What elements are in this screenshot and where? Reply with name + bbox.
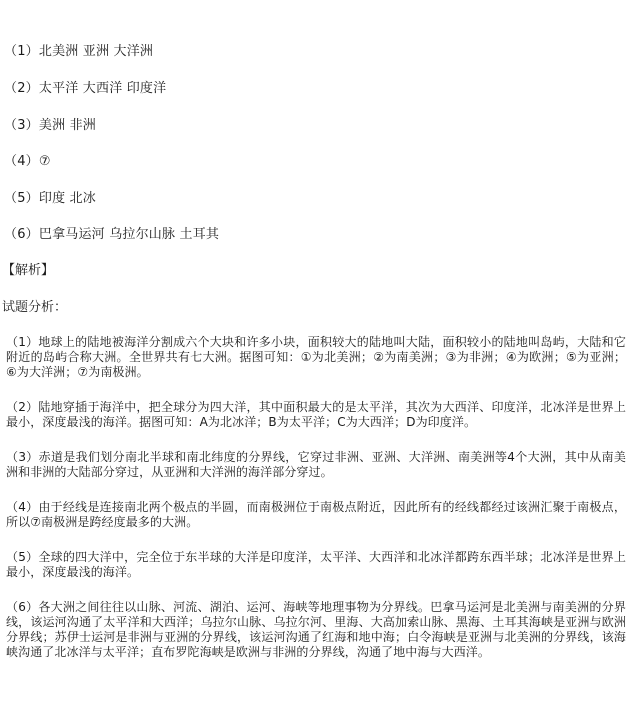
answer-5: （5）印度 北冰 <box>4 191 97 206</box>
analysis-intro: 试题分析： <box>2 300 68 315</box>
answer-3: （3）美洲 非洲 <box>4 118 97 133</box>
analysis-label: 【解析】 <box>2 263 55 278</box>
analysis-paragraph-1: （1）地球上的陆地被海洋分割成六个大块和许多小块，面积较大的陆地叫大陆，面积较小的陆地叫岛屿，大陆和它附近的岛屿合称大洲。全世界共有七大洲。据图可知：①为北美洲；②为南美洲；③为非洲；④为欧洲；⑤为亚洲；⑥为大洋洲；⑦为南极洲。 <box>6 335 626 379</box>
answer-1: （1）北美洲 亚洲 大洋洲 <box>4 44 154 59</box>
analysis-paragraph-2: （2）陆地穿插于海洋中，把全球分为四大洋，其中面积最大的是太平洋，其次为大西洋、印度洋，北冰洋是世界上最小，深度最浅的海洋。据图可知：A为北冰洋；B为太平洋；C为大西洋；D为印度洋。 <box>6 400 626 429</box>
analysis-paragraph-5: （5）全球的四大洋中，完全位于东半球的大洋是印度洋，太平洋、大西洋和北冰洋都跨东西半球；北冰洋是世界上最小，深度最浅的海洋。 <box>6 550 626 579</box>
answer-6: （6）巴拿马运河 乌拉尔山脉 土耳其 <box>4 227 220 242</box>
answer-4: （4）⑦ <box>4 154 51 169</box>
analysis-paragraph-4: （4）由于经线是连接南北两个极点的半圆，而南极洲位于南极点附近，因此所有的经线都经过该洲汇聚于南极点，所以⑦南极洲是跨经度最多的大洲。 <box>6 500 626 529</box>
analysis-paragraph-6: （6）各大洲之间往往以山脉、河流、湖泊、运河、海峡等地理事物为分界线。巴拿马运河是北美洲与南美洲的分界线，该运河沟通了太平洋和大西洋；乌拉尔山脉、乌拉尔河、里海、大高加索山脉、黑海、土耳其海峡是亚洲与欧洲分界线；苏伊士运河是非洲与亚洲的分界线，该运河沟通了红海和地中海；白令海峡是亚洲与北美洲的分界线，该海峡沟通了北冰洋与太平洋；直布罗陀海峡是欧洲与非洲的分界线，沟通了地中海与大西洋。 <box>6 600 626 659</box>
answer-2: （2）太平洋 大西洋 印度洋 <box>4 81 167 96</box>
analysis-paragraph-3: （3）赤道是我们划分南北半球和南北纬度的分界线，它穿过非洲、亚洲、大洋洲、南美洲等4个大洲，其中从南美洲和非洲的大陆部分穿过，从亚洲和大洋洲的海洋部分穿过。 <box>6 450 626 479</box>
